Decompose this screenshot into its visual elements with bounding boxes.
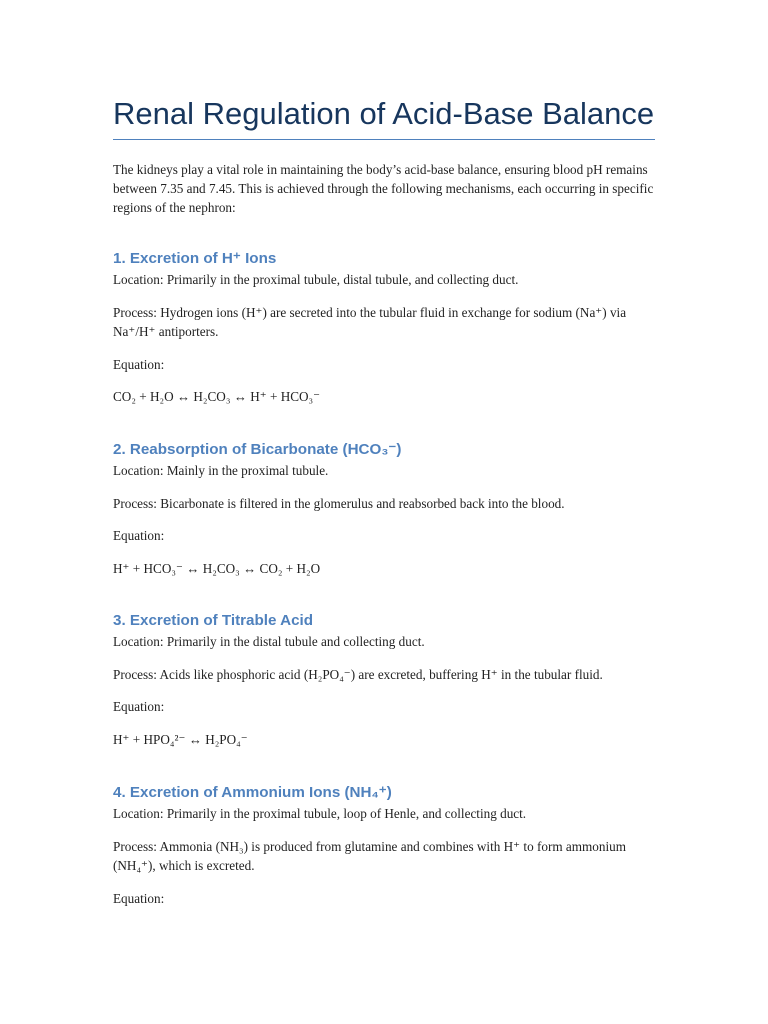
equation-label: Equation:	[113, 890, 165, 906]
intro-paragraph: The kidneys play a vital role in maintaining the body’s acid-base balance, ensuring blood pH remains between 7.35 and 7.45. This is achieved through the following mechanisms, each occurring in specific regions of the nephron:	[113, 162, 654, 215]
equation-text: H⁺ + HPO₄²⁻ ↔ H₂PO₄⁻	[113, 731, 248, 747]
section-heading: 2. Reabsorption of Bicarbonate (HCO₃⁻)	[113, 441, 402, 458]
section-heading: 3. Excretion of Titrable Acid	[113, 612, 314, 629]
location-text: Location: Primarily in the proximal tubule, loop of Henle, and collecting duct.	[113, 806, 527, 821]
document-title: Renal Regulation of Acid-Base Balance	[113, 96, 655, 131]
location-text: Location: Primarily in the proximal tubule, distal tubule, and collecting duct.	[113, 272, 519, 287]
process-text: Process: Ammonia (NH₃) is produced from glutamine and combines with H⁺ to form ammonium (NH₄⁺), which is excreted.	[113, 838, 626, 873]
equation-label: Equation:	[113, 528, 165, 543]
location-text: Location: Mainly in the proximal tubule.	[113, 463, 329, 478]
section-excretion-h-ions	[113, 248, 658, 420]
process-text: Process: Acids like phosphoric acid (H₂PO₄⁻) are excreted, buffering H⁺ in the tubular fluid.	[113, 666, 603, 682]
section-heading: 1. Excretion of H⁺ Ions	[113, 250, 277, 267]
section-reabsorption-bicarbonate	[113, 439, 658, 591]
process-text: Process: Bicarbonate is filtered in the glomerulus and reabsorbed back into the blood.	[113, 495, 565, 511]
location-text: Location: Primarily in the distal tubule and collecting duct.	[113, 634, 425, 649]
equation-text: H⁺ + HCO₃⁻ ↔ H₂CO₃ ↔ CO₂ + H₂O	[113, 560, 321, 576]
section-excretion-titrable-acid	[113, 610, 658, 762]
section-excretion-ammonium	[113, 782, 658, 921]
equation-label: Equation:	[113, 699, 165, 714]
equation-label: Equation:	[113, 356, 165, 372]
process-text: Process: Hydrogen ions (H⁺) are secreted into the tubular fluid in exchange for sodium (Na⁺) via Na⁺/H⁺ antiporters.	[113, 304, 627, 339]
equation-text: CO₂ + H₂O ↔ H₂CO₃ ↔ H⁺ + HCO₃⁻	[113, 389, 321, 404]
section-heading: 4. Excretion of Ammonium Ions (NH₄⁺)	[113, 784, 392, 801]
title-underline	[113, 139, 655, 140]
